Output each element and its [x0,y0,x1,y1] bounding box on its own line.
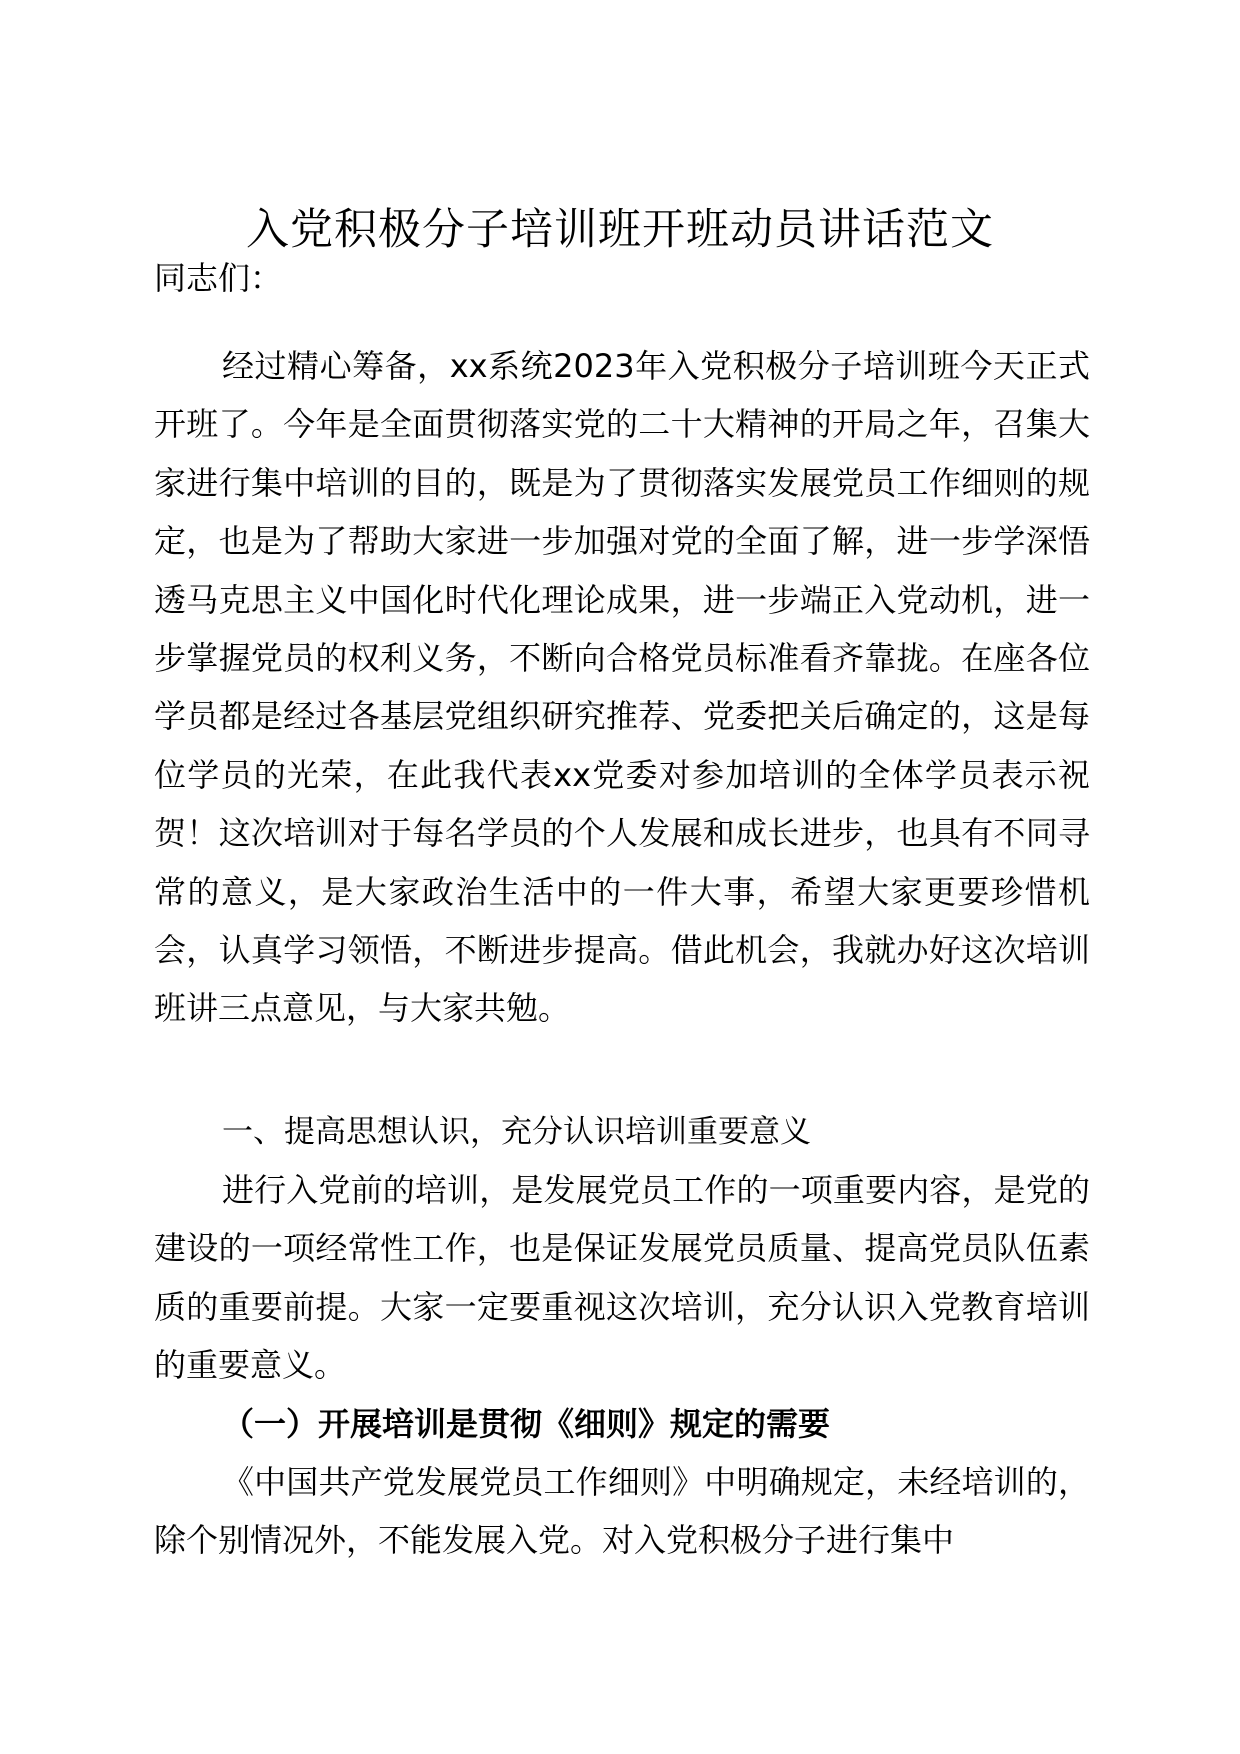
paragraph-intro: 经过精心筹备，xx系统2023年入党积极分子培训班今天正式开班了。今年是全面贯彻落实党的二十大精神的开局之年，召集大家进行集中培训的目的，既是为了贯彻落实发展党员工作细则的规定，也是为了帮助大家进一步加强对党的全面了解，进一步学深悟透马克思主义中国化时代化理论成果，进一步端正入党动机，进一步掌握党员的权利义务，不断向合格党员标准看齐靠拢。在座各位学员都是经过各基层党组织研究推荐、党委把关后确定的，这是每位学员的光荣，在此我代表xx党委对参加培训的全体学员表示祝贺！这次培训对于每名学员的个人发展和成长进步，也具有不同寻常的意义，是大家政治生活中的一件大事，希望大家更要珍惜机会，认真学习领悟，不断进步提高。借此机会，我就办好这次培训班讲三点意见，与大家共勉。 [154,347,1090,1028]
paragraph-subsection-1: 《中国共产党发展党员工作细则》中明确规定，未经培训的，除个别情况外，不能发展入党。对入党积极分子进行集中 [154,1463,1090,1560]
salutation: 同志们： [154,259,283,297]
section-heading-1: 一、提高思想认识，充分认识培训重要意义 [222,1114,811,1150]
paragraph-section-1: 进行入党前的培训，是发展党员工作的一项重要内容，是党的建设的一项经常性工作，也是保证发展党员质量、提高党员队伍素质的重要前提。大家一定要重视这次培训，充分认识入党教育培训的重要意义。 [154,1171,1090,1385]
subsection-heading-1: （一）开展培训是贯彻《细则》规定的需要 [222,1405,831,1443]
document-title: 入党积极分子培训班开班动员讲话范文 [246,205,994,255]
